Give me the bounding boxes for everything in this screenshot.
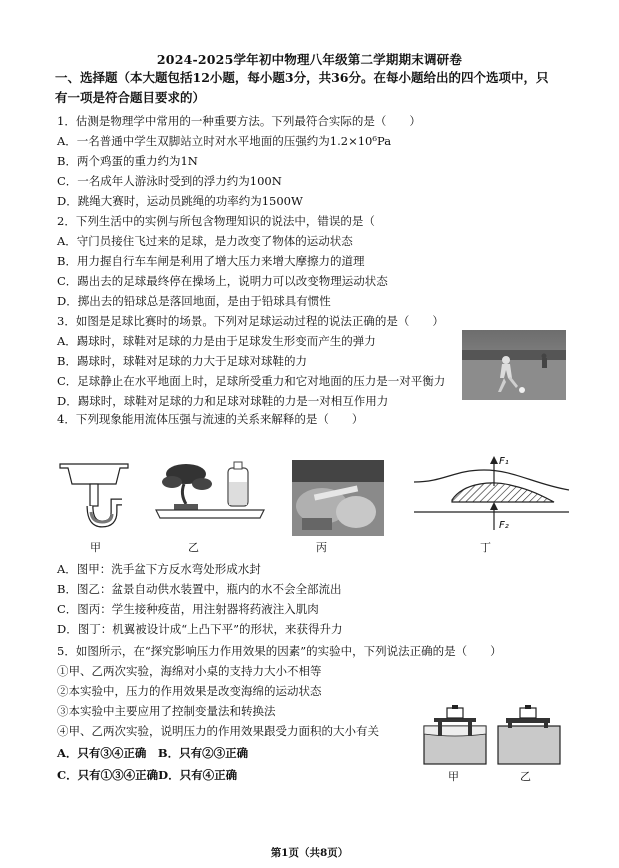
- q2-option-d: D．掷出去的铅球总是落回地面，是由于铅球具有惯性: [57, 294, 331, 308]
- q2-option-c: C．踢出去的足球最终停在操场上，说明力可以改变物理运动状态: [57, 274, 388, 288]
- injection-photo: [292, 460, 384, 536]
- q5-statement-1: ①甲、乙两次实验，海绵对小桌的支持力大小不相等: [57, 664, 322, 678]
- exam-title: 2024-2025学年初中物理八年级第二学期期末调研卷: [156, 52, 463, 67]
- q5-caption-jia: 甲: [448, 770, 459, 783]
- q2-option-b: B．用力握自行车车闸是利用了增大压力来增大摩擦力的道理: [57, 254, 365, 268]
- q4-option-d: D．图丁：机翼被设计成“上凸下平”的形状，来获得升力: [57, 622, 343, 636]
- q1-option-a: A．一名普通中学生双脚站立时对水平地面的压强约为1.2×10⁶Pa: [57, 134, 392, 148]
- section-heading-line1: 一、选择题（本大题包括12小题，每小题3分，共36分。在每小题给出的四个选项中，只: [55, 70, 549, 85]
- q4-caption-bing: 丙: [316, 541, 327, 554]
- q5-options-cd: C．只有①③④正确D．只有④正确: [57, 768, 238, 782]
- q3-option-b: B．踢球时，球鞋对足球的力大于足球对球鞋的力: [57, 354, 307, 368]
- q1-option-c: C．一名成年人游泳时受到的浮力约为100N: [57, 174, 282, 188]
- force-label-f2: F₂: [499, 520, 509, 531]
- q5-stem: 5．如图所示，在“探究影响压力作用效果的因素”的实验中，下列说法正确的是（ ）: [57, 644, 502, 658]
- q5-statement-4: ④甲、乙两次实验，说明压力的作用效果跟受力面积的大小有关: [57, 724, 379, 738]
- q3-option-a: A．踢球时，球鞋对足球的力是由于足球发生形变而产生的弹力: [57, 334, 376, 348]
- page-footer: 第1页（共8页）: [270, 847, 349, 859]
- q2-stem: 2．下列生活中的实例与所包含物理知识的说法中，错误的是（: [57, 214, 375, 228]
- q3-option-c: C．足球静止在水平地面上时，足球所受重力和它对地面的压力是一对平衡力: [57, 374, 446, 388]
- q1-option-b: B．两个鸡蛋的重力约为1N: [57, 154, 198, 168]
- q4-option-a: A．图甲：洗手盆下方反水弯处形成水封: [57, 562, 261, 576]
- sponge-table-figure-jia: [420, 704, 490, 766]
- q4-option-c: C．图丙：学生接种疫苗，用注射器将药液注入肌肉: [57, 602, 319, 616]
- q4-caption-jia: 甲: [90, 541, 101, 554]
- sink-trap-figure: [58, 458, 130, 538]
- bonsai-figure: [150, 460, 270, 526]
- q2-option-a: A．守门员接住飞过来的足球，是力改变了物体的运动状态: [57, 234, 353, 248]
- q5-caption-yi: 乙: [520, 770, 531, 783]
- q1-option-d: D．跳绳大赛时，运动员跳绳的功率约为1500W: [57, 194, 303, 208]
- q3-option-d: D．踢球时，球鞋对足球的力和足球对球鞋的力是一对相互作用力: [57, 394, 389, 408]
- q3-stem: 3．如图是足球比赛时的场景。下列对足球运动过程的说法正确的是（ ）: [57, 314, 444, 328]
- section-heading-line2: 有一项是符合题目要求的）: [55, 90, 206, 105]
- q4-caption-ding: 丁: [480, 541, 491, 554]
- q4-stem: 4．下列现象能用流体压强与流速的关系来解释的是（ ）: [57, 412, 364, 426]
- q4-caption-yi: 乙: [188, 541, 199, 554]
- sponge-table-figure-yi: [494, 704, 564, 766]
- airfoil-figure: [404, 450, 574, 540]
- force-label-f1: F₁: [499, 456, 509, 467]
- soccer-photo: [462, 330, 566, 400]
- q5-statement-2: ②本实验中，压力的作用效果是改变海绵的运动状态: [57, 684, 322, 698]
- q5-statement-3: ③本实验中主要应用了控制变量法和转换法: [57, 704, 276, 718]
- q4-option-b: B．图乙：盆景自动供水装置中，瓶内的水不会全部流出: [57, 582, 342, 596]
- q5-options-ab: A．只有③④正确 B．只有②③正确: [57, 746, 249, 760]
- q1-stem: 1．估测是物理学中常用的一种重要方法。下列最符合实际的是（ ）: [57, 114, 421, 128]
